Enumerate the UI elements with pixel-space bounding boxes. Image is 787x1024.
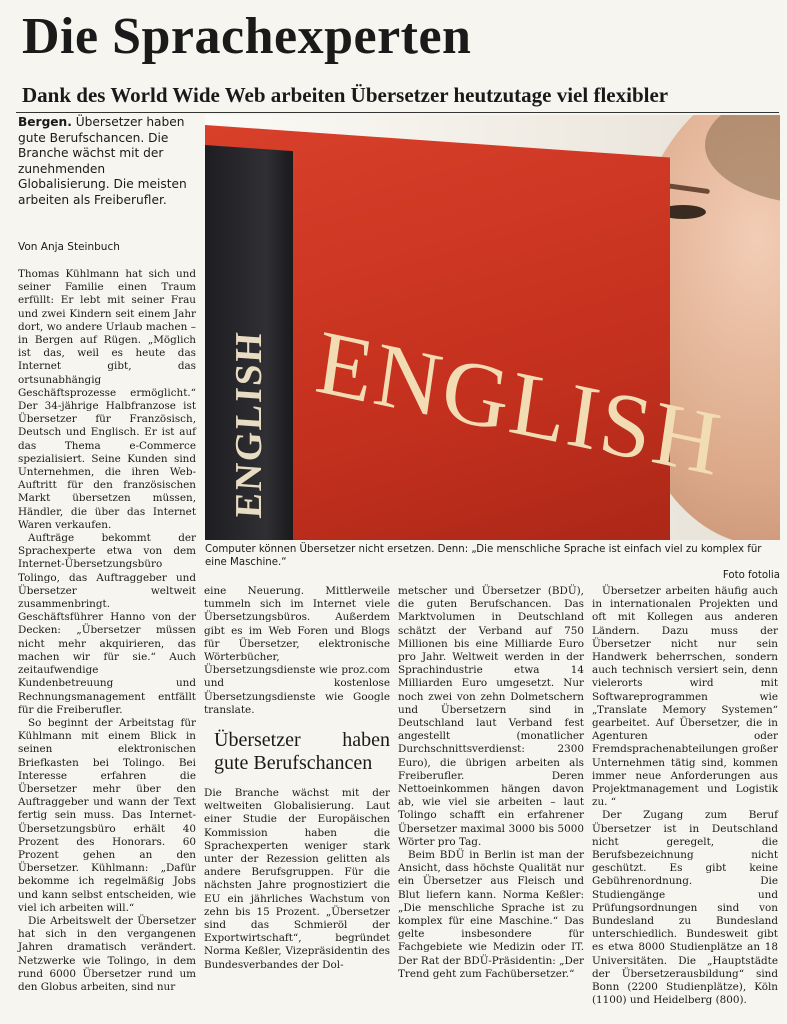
caption-text: Computer können Übersetzer nicht ersetzen. Denn: „Die menschliche Sprache ist einfach viel zu komplex für eine Maschine.“ (205, 544, 762, 568)
column-2 (204, 585, 390, 972)
photo-caption (205, 543, 780, 582)
teaser (18, 115, 196, 208)
crosshead: Übersetzer haben gute Berufschancen (214, 729, 390, 775)
paragraph: Die Branche wächst mit der weltweiten Globalisierung. Laut einer Studie der Europäischen Kommission haben die Sprachexperten weniger stark unter der Rezession gelitten als andere Berufsgruppen. Für die nächsten Jahre prognostiziert die EU ein jährliches Wachstum von zehn bis 15 Prozent. „Übersetzer sind das Schmieröl der Exportwirtschaft“, begründet Norma Keßler, Vizepräsidentin des Bundesverbandes der Dol- (204, 787, 390, 971)
paragraph: eine Neuerung. Mittlerweile tummeln sich im Internet viele Übersetzungsbüros. Außerdem gibt es im Web Foren und Blogs für Übersetzer, elektronische Wörterbücher, Übersetzungsdienste wie proz.com und kostenlose Übersetzungsdienste wie Google translate. (204, 585, 390, 716)
paragraph: Beim BDÜ in Berlin ist man der Ansicht, dass höchste Qualität nur ein Übersetzer aus Fleisch und Blut liefern kann. Norma Keßler: „Die menschliche Sprache ist zu komplex für eine Maschine.“ Das gelte insbesondere für Fachgebiete wie Medizin oder IT. Der Rat der BDÜ-Präsidentin: „Der Trend geht zum Fachübersetzer.“ (398, 849, 584, 980)
paragraph: Thomas Kühlmann hat sich und seiner Familie einen Traum erfüllt: Er lebt mit seiner Frau und zwei Kindern seit einem Jahr dort, wo andere Urlaub machen – in Bergen auf Rügen. „Möglich ist das, weil es heute das Internet gibt, das ortsunabhängig Geschäftsprozesse ermöglicht.“ Der 34-jährige Halbfranzose ist Übersetzer für Französisch, Deutsch und Englisch. Er ist auf das Thema e-Commerce spezialisiert. Seine Kunden sind Unternehmen, die ihren Web-Auftritt für den französischen Markt übersetzen müssen, Händler, die über das Internet Waren verkaufen. (18, 268, 196, 531)
dateline: Bergen. (18, 115, 72, 129)
cover-title: ENGLISH (310, 310, 729, 496)
column-3 (398, 585, 584, 981)
spine-title: ENGLISH (228, 329, 270, 520)
paragraph: So beginnt der Arbeitstag für Kühlmann mit einem Blick in seinen elektronischen Briefkasten bei Tolingo. Bei Interesse erfahren die Übersetzer mehr über den Auftraggeber und wann der Text fertig sein muss. Das Internet-Übersetzungsbüro erhält 40 Prozent des Honorars. 60 Prozent gehen an den Übersetzer. Kühlmann: „Dafür bekomme ich regelmäßig Jobs und kann selbst entscheiden, wie viel ich arbeiten will.“ (18, 716, 196, 914)
headline: Die Sprachexperten (22, 8, 472, 65)
byline: Von Anja Steinbuch (18, 241, 120, 253)
paragraph: metscher und Übersetzer (BDÜ), die guten Berufschancen. Das Marktvolumen in Deutschland schätzt der Verband auf 750 Millionen bis eine Milliarde Euro pro Jahr. Weltweit werden in der Sprachindustrie etwa 14 Milliarden Euro umgesetzt. Nur noch zwei von zehn Dolmetschern und Übersetzern sind in Deutschland laut Verband fest angestellt (monatlicher Durchschnittsverdienst: 2300 Euro), die übrigen arbeiten als Freiberufler. Deren Nettoeinkommen hängen davon ab, wie viel sie arbeiten – laut Tolingo schafft ein erfahrener Übersetzer maximal 3000 bis 5000 Wörter pro Tag. (398, 585, 584, 848)
photo-credit: Foto fotolia (722, 570, 780, 581)
teaser-text: Übersetzer haben gute Berufschancen. Die Branche wächst mit der zunehmenden Globalisierung. Die meisten arbeiten als Freiberufler. (18, 115, 187, 207)
column-1 (18, 268, 196, 994)
column-4 (592, 585, 778, 1008)
paragraph: Der Zugang zum Beruf Übersetzer ist in Deutschland nicht geregelt, die Berufsbezeichnung nicht geschützt. Es gibt keine Gebührenordnung. Die Studiengänge und Prüfungsordnungen sind von Bundesland zu Bundesland unterschiedlich. Bundesweit gibt es etwa 8000 Studienplätze an 18 Universitäten. Die „Hauptstädte der Übersetzerausbildung“ sind Bonn (2200 Studienplätze), Köln (1100) und Heidelberg (800). (592, 809, 778, 1007)
paragraph: Aufträge bekommt der Sprachexperte etwa von dem Internet-Übersetzungsbüro Tolingo, das Auftraggeber und Übersetzer weltweit zusammenbringt. Geschäftsführer Hanno von der Decken: „Übersetzer müssen nicht mehr akquirieren, das machen wir für sie.“ Auch zeitaufwendige Kundenbetreuung und Rechnungsmanagement entfällt für die Freiberufler. (18, 532, 196, 716)
paragraph: Übersetzer arbeiten häufig auch in internationalen Projekten und oft mit Kollegen aus anderen Ländern. Dazu muss der Übersetzer nicht nur sein Handwerk beherrschen, sondern auch technisch versiert sein, denn vielerorts wird mit Softwareprogrammen wie „Translate Memory Systemen“ gearbeitet. Auf Übersetzer, die in Agenturen oder Fremdsprachenabteilungen großer Unternehmen tätig sind, kommen immer neue Anforderungen aus Projektmanagement und Logistik zu. “ (592, 585, 778, 809)
english-book (205, 125, 729, 540)
article-photo (205, 115, 780, 540)
book-spine (205, 145, 293, 540)
divider (16, 112, 779, 113)
subheadline: Dank des World Wide Web arbeiten Übersetzer heutzutage viel flexibler (22, 83, 669, 107)
paragraph: Die Arbeitswelt der Übersetzer hat sich in den vergangenen Jahren dramatisch verändert. Netzwerke wie Tolingo, in dem rund 6000 Übersetzer rund um den Globus arbeiten, sind nur (18, 914, 196, 993)
